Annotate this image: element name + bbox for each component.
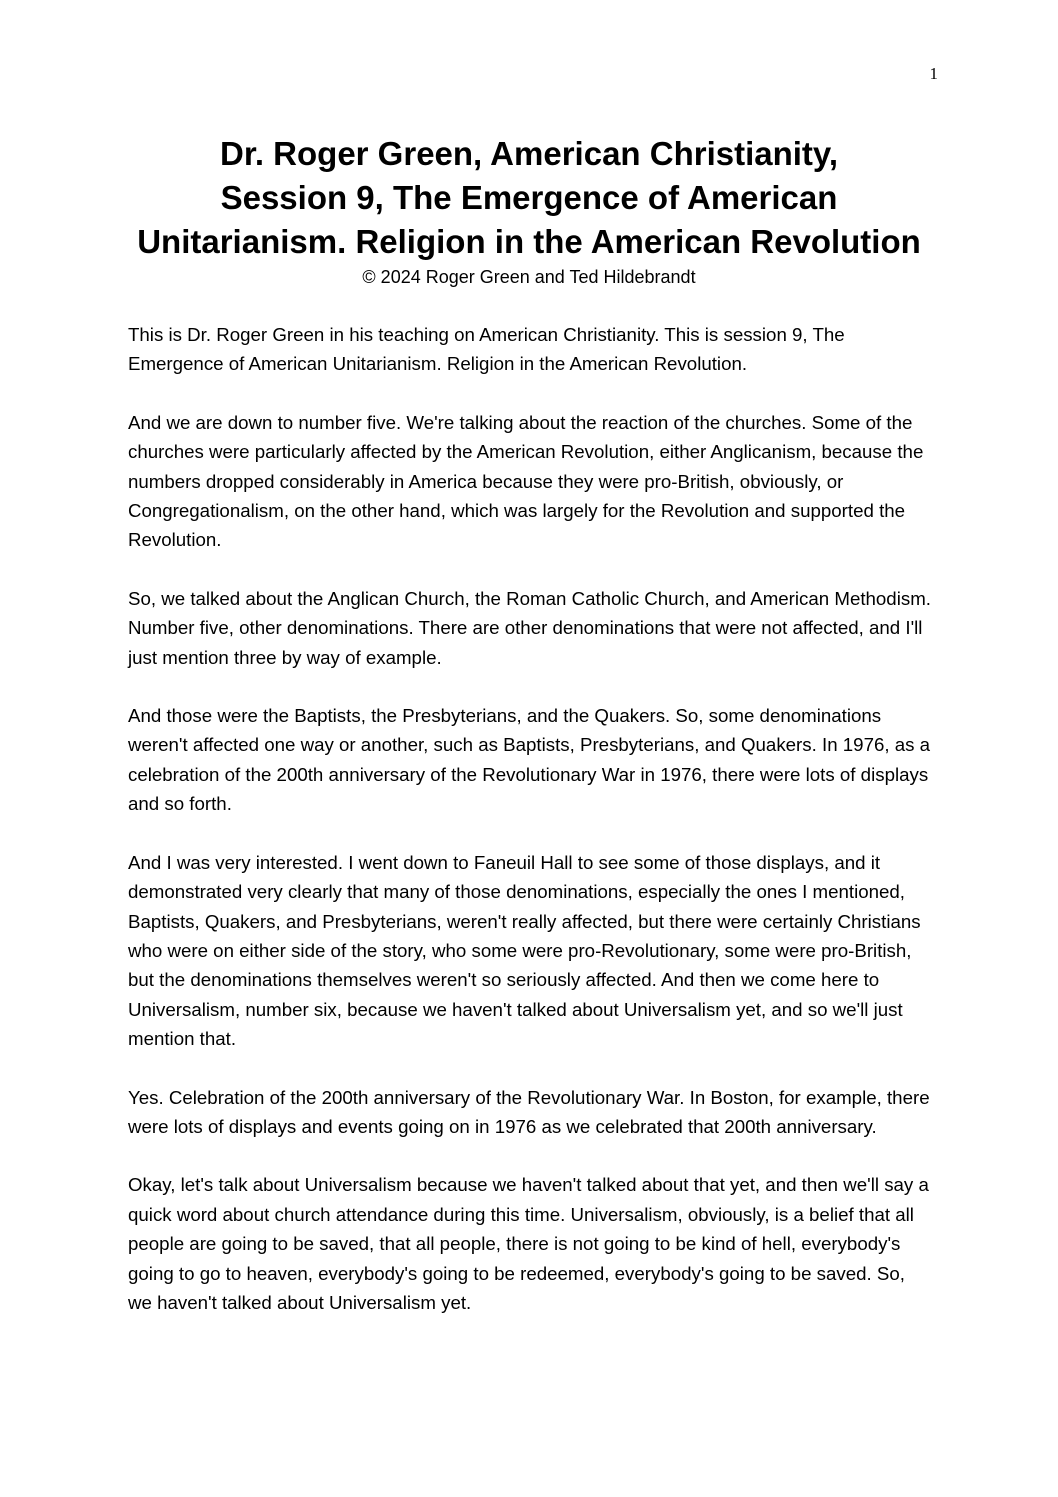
- paragraph: Yes. Celebration of the 200th anniversary of the Revolutionary War. In Boston, for example, there were lots of displays and events going on in 1976 as we celebrated that 200th anniversary.: [128, 1086, 930, 1137]
- title-line: Unitarianism. Religion in the American Revolution: [137, 223, 921, 260]
- body-text: [128, 320, 934, 1346]
- paragraph: Okay, let's talk about Universalism because we haven't talked about that yet, and then we'll say a quick word about church attendance during this time. Universalism, obviously, is a belief that all people are going to be saved, that all people, there is not going to be kind of hell, everybody's going to go to heaven, everybody's going to be redeemed, everybody's going to be saved. So, we haven't talked about Universalism yet.: [128, 1174, 929, 1313]
- copyright-notice: © 2024 Roger Green and Ted Hildebrandt: [362, 267, 696, 287]
- paragraph: And those were the Baptists, the Presbyterians, and the Quakers. So, some denominations weren't affected one way or another, such as Baptists, Presbyterians, and Quakers. In 1976, as a celebration of the 200th anniversary of the Revolutionary War in 1976, there were lots of displays and so forth.: [128, 705, 931, 815]
- title-line: Dr. Roger Green, American Christianity,: [219, 135, 838, 172]
- paragraph: This is Dr. Roger Green in his teaching on American Christianity. This is session 9, The Emergence of American Unitarianism. Religion in the American Revolution.: [128, 324, 845, 375]
- paragraph: And we are down to number five. We're talking about the reaction of the churches. Some of the churches were particularly affected by the American Revolution, either Anglicanism, because the numbers dropped considerably in America because they were pro-British, obviously, or Congregationalism, on the other hand, which was largely for the Revolution and supported the Revolution.: [128, 411, 924, 551]
- title-block: [100, 132, 958, 290]
- document-title: [100, 132, 958, 264]
- paragraph: And I was very interested. I went down to Faneuil Hall to see some of those displays, and it demonstrated very clearly that many of those denominations, especially the ones I mentioned, Baptists, Quakers, and Presbyterians, weren't really affected, but there were certainly Christians who were on either side of the story, who some were pro-Revolutionary, some were pro-British, but the denominations themselves weren't so seriously affected. And then we come here to Universalism, number six, because we haven't talked about Universalism yet, and so we'll just mention that.: [128, 851, 921, 1050]
- page-number: 1: [929, 64, 938, 83]
- paragraph: So, we talked about the Anglican Church, the Roman Catholic Church, and American Methodism. Number five, other denominations. There are other denominations that were not affected, and I'll just mention three by way of example.: [128, 587, 931, 668]
- title-line: Session 9, The Emergence of American: [220, 179, 838, 216]
